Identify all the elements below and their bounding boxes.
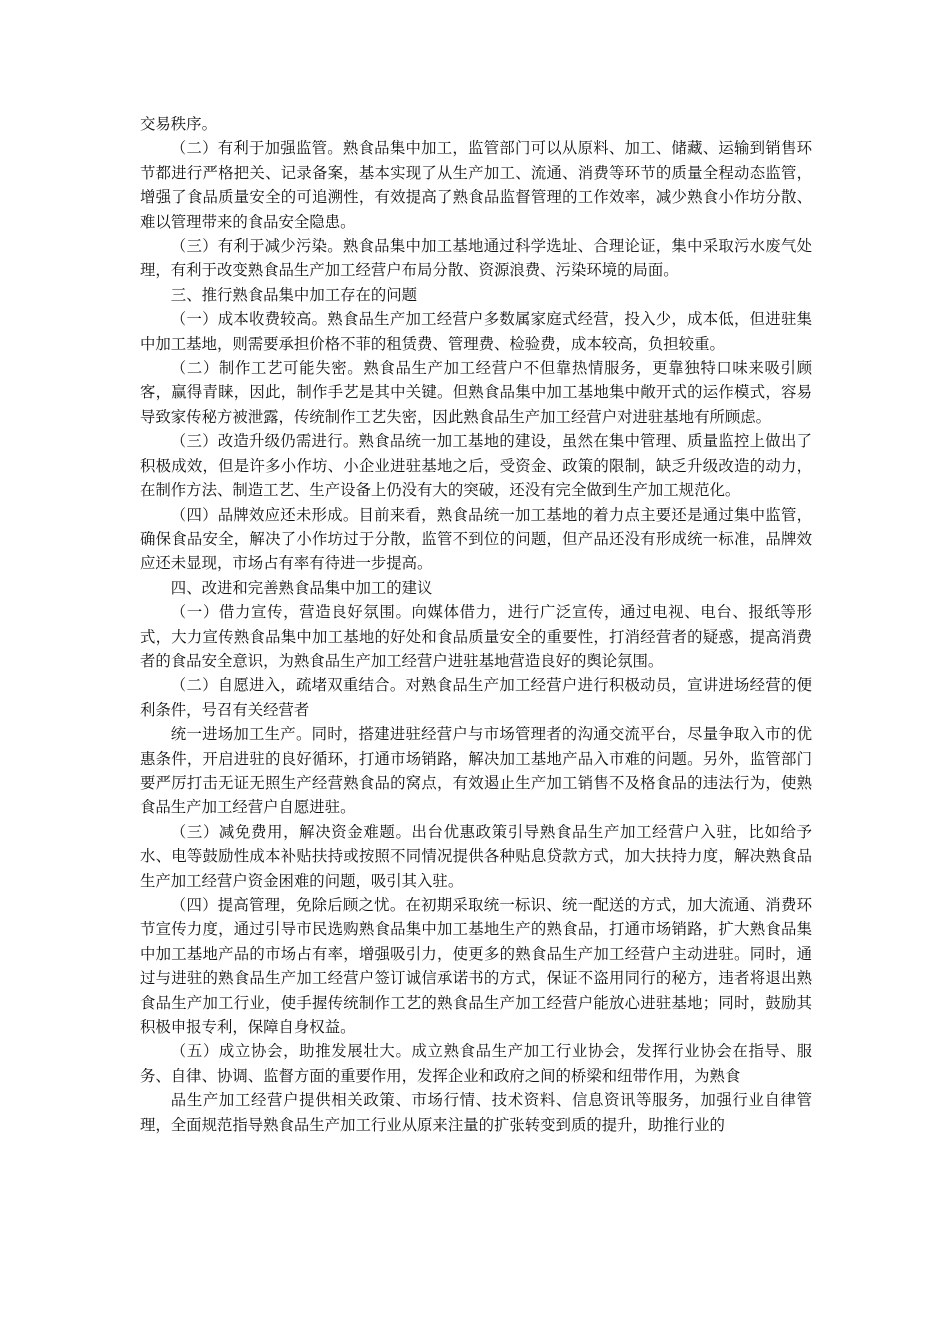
paragraph-cost: （一）成本收费较高。熟食品生产加工经营户多数属家庭式经营，投入少，成本低，但进驻集中加工基地，则需要承担价格不菲的租赁费、管理费、检验费，成本较高，负担较重。 (140, 310, 812, 353)
paragraph-pollution: （三）有利于减少污染。熟食品集中加工基地通过科学选址、合理论证，集中采取污水废气处理，有利于改变熟食品生产加工经营户布局分散、资源浪费、污染环境的局面。 (140, 237, 812, 280)
section-heading-suggestions: 四、改进和完善熟食品集中加工的建议 (170, 578, 433, 597)
section-heading-problems: 三、推行熟食品集中加工存在的问题 (170, 285, 418, 304)
paragraph-craft-secrecy: （二）制作工艺可能失密。熟食品生产加工经营户不但靠热情服务，更靠独特口味来吸引顾客，赢得青睐，因此，制作手艺是其中关键。但熟食品集中加工基地集中敞开式的运作模式，容易导致家传秘方被泄露，传统制作工艺失密，因此熟食品生产加工经营户对进驻基地有所顾虑。 (140, 359, 812, 426)
paragraph-voluntary-continued: 统一进场加工生产。同时，搭建进驻经营户与市场管理者的沟通交流平台，尽量争取入市的优惠条件，开启进驻的良好循环，打通市场销路，解决加工基地产品入市难的问题。另外，监管部门要严厉打击无证无照生产经营熟食品的窝点，有效遏止生产加工销售不及格食品的违法行为，使熟食品生产加工经营户自愿进驻。 (140, 725, 812, 817)
paragraph-supervision: （二）有利于加强监管。熟食品集中加工，监管部门可以从原料、加工、储藏、运输到销售环节都进行严格把关、记录备案，基本实现了从生产加工、流通、消费等环节的质量全程动态监管，增强了食品质量安全的可追溯性，有效提高了熟食品监督管理的工作效率，减少熟食小作坊分散、难以管理带来的食品安全隐患。 (140, 139, 812, 231)
paragraph-fee-reduction: （三）减免费用，解决资金难题。出台优惠政策引导熟食品生产加工经营户入驻，比如给予水、电等鼓励性成本补贴扶持或按照不同情况提供各种贴息贷款方式，加大扶持力度，解决熟食品生产加工经营户资金困难的问题，吸引其入驻。 (140, 822, 812, 890)
paragraph-voluntary: （二）自愿进入，疏堵双重结合。对熟食品生产加工经营户进行积极动员，宣讲进场经营的便利条件，号召有关经营者 (140, 676, 812, 719)
document-body (140, 112, 812, 1137)
paragraph-association: （五）成立协会，助推发展壮大。成立熟食品生产加工行业协会，发挥行业协会在指导、服务、自律、协调、监督方面的重要作用，发挥企业和政府之间的桥梁和纽带作用，为熟食 (140, 1042, 812, 1085)
paragraph-upgrade: （三）改造升级仍需进行。熟食品统一加工基地的建设，虽然在集中管理、质量监控上做出了积极成效，但是许多小作坊、小企业进驻基地之后，受资金、政策的限制，缺乏升级改造的动力，在制作方法、制造工艺、生产设备上仍没有大的突破，还没有完全做到生产加工规范化。 (140, 432, 812, 500)
paragraph-publicity: （一）借力宣传，营造良好氛围。向媒体借力，进行广泛宣传，通过电视、电台、报纸等形式，大力宣传熟食品集中加工基地的好处和食品质量安全的重要性，打消经营者的疑惑，提高消费者的食品安全意识，为熟食品生产加工经营户进驻基地营造良好的舆论氛围。 (140, 603, 812, 670)
paragraph-brand: （四）品牌效应还未形成。目前来看，熟食品统一加工基地的着力点主要还是通过集中监管，确保食品安全，解决了小作坊过于分散，监管不到位的问题，但产品还没有形成统一标准，品牌效应还未显现，市场占有率有待进一步提高。 (140, 505, 812, 573)
paragraph-association-continued: 品生产加工经营户提供相关政策、市场行情、技术资料、信息资讯等服务，加强行业自律管理，全面规范指导熟食品生产加工行业从原来注量的扩张转变到质的提升，助推行业的 (140, 1091, 812, 1134)
paragraph-intro-end: 交易秩序。 (140, 115, 217, 133)
paragraph-management: （四）提高管理，免除后顾之忧。在初期采取统一标识、统一配送的方式，加大流通、消费环节宣传力度，通过引导市民选购熟食品集中加工基地生产的熟食品，打通市场销路，扩大熟食品集中加工基地产品的市场占有率，增强吸引力，使更多的熟食品生产加工经营户主动进驻。同时，通过与进驻的熟食品生产加工经营户签订诚信承诺书的方式，保证不盗用同行的秘方，违者将退出熟食品生产加工行业，使手握传统制作工艺的熟食品生产加工经营户能放心进驻基地；同时，鼓励其积极申报专利，保障自身权益。 (140, 896, 812, 1037)
